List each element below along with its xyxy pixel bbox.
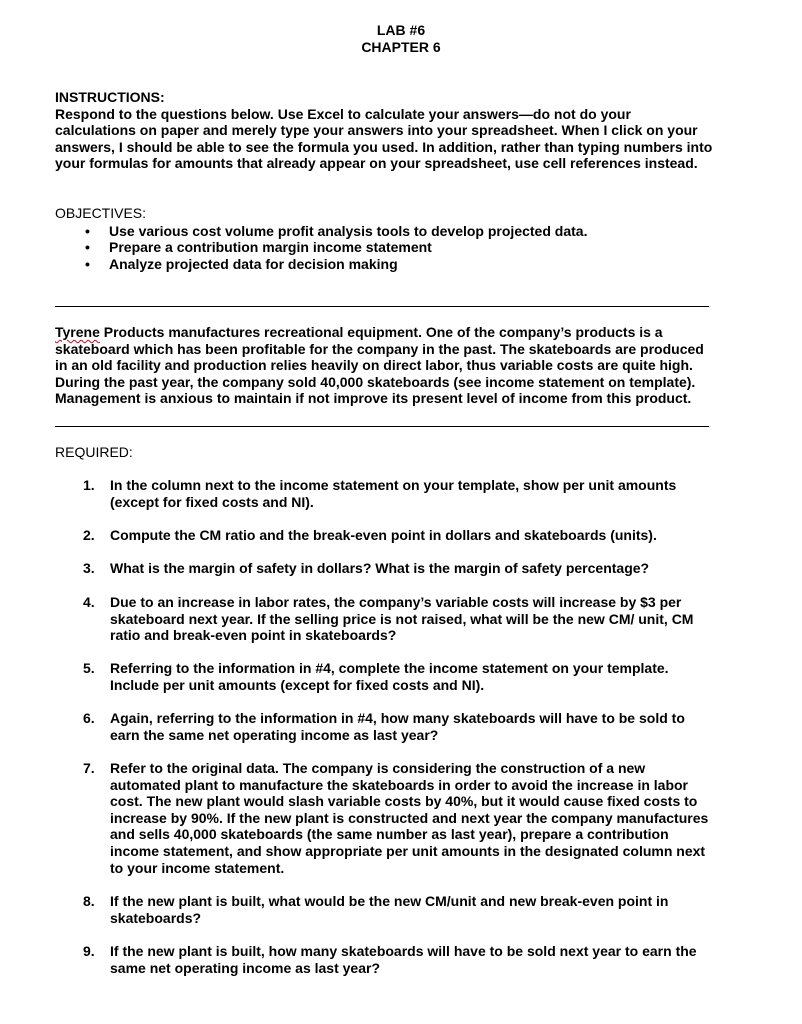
question-item: 5. Referring to the information in #4, complete the income statement on your template. Include per unit amounts (except for fixed costs and NI). <box>83 660 669 693</box>
question-item: 3. What is the margin of safety in dollars? What is the margin of safety percentage? <box>83 560 650 576</box>
objective-item: • Analyze projected data for decision making <box>85 255 398 272</box>
scenario-text: Products manufactures recreational equipment. One of the company’s products is a skateboard which has been profitable for the company in the past. The skateboards are produced in an old facility and production relies heavily on direct labor, thus variable costs are quite high. During the past year, the company sold 40,000 skateboards (see income statement on template). Management is anxious to maintain if not improve its present level of income from this product. <box>55 324 704 407</box>
lab-title: LAB #6 <box>376 22 426 38</box>
bullet-icon: • <box>85 222 90 239</box>
chapter-subtitle: CHAPTER 6 <box>361 39 441 55</box>
bullet-icon: • <box>85 239 90 256</box>
question-item: 7. Refer to the original data. The company is considering the construction of a new automated plant to manufacture the skateboards in order to avoid the increase in labor cost. The new plant would slash variable costs by 40%, but it would cause fixed costs to increase by 90%. If the new plant is constructed and next year the company manufactures and sells 40,000 skateboards (the same number as last year), prepare a contribution income statement, and show appropriate per unit amounts in the designated column next to your income statement. <box>83 760 709 876</box>
required-heading: REQUIRED: <box>55 444 133 460</box>
bullet-icon: • <box>85 255 90 272</box>
instructions-body: Respond to the questions below. Use Excel to calculate your answers—do not do your calculations on paper and merely type your answers into your spreadsheet. When I click on your answers, I should be able to see the formula you used. In addition, rather than typing numbers into your formulas for amounts that already appear on your spreadsheet, use cell references instead. <box>55 105 713 172</box>
question-item: 8. If the new plant is built, what would be the new CM/unit and new break-even point in skateboards? <box>83 893 669 926</box>
question-item: 4. Due to an increase in labor rates, the company’s variable costs will increase by $3 per skateboard next year. If the selling price is not raised, what will be the new CM/ unit, CM ratio and break-even point in skateboards? <box>83 594 694 644</box>
question-item: 1. In the column next to the income statement on your template, show per unit amounts (except for fixed costs and NI). <box>83 477 677 510</box>
objectives-heading: OBJECTIVES: <box>55 205 147 221</box>
objective-item: • Prepare a contribution margin income statement <box>85 239 432 256</box>
required-questions <box>55 0 715 1024</box>
question-item: 6. Again, referring to the information in #4, how many skateboards will have to be sold to earn the same net operating income as last year? <box>83 710 685 743</box>
instructions-heading: INSTRUCTIONS: <box>55 89 165 105</box>
question-item: 9. If the new plant is built, how many skateboards will have to be sold next year to earn the same net operating income as last year? <box>83 943 697 976</box>
question-item: 2. Compute the CM ratio and the break-even point in dollars and skateboards (units). <box>83 527 657 543</box>
company-name: Tyrene <box>55 324 100 340</box>
objective-item: • Use various cost volume profit analysis tools to develop projected data. <box>85 222 588 239</box>
